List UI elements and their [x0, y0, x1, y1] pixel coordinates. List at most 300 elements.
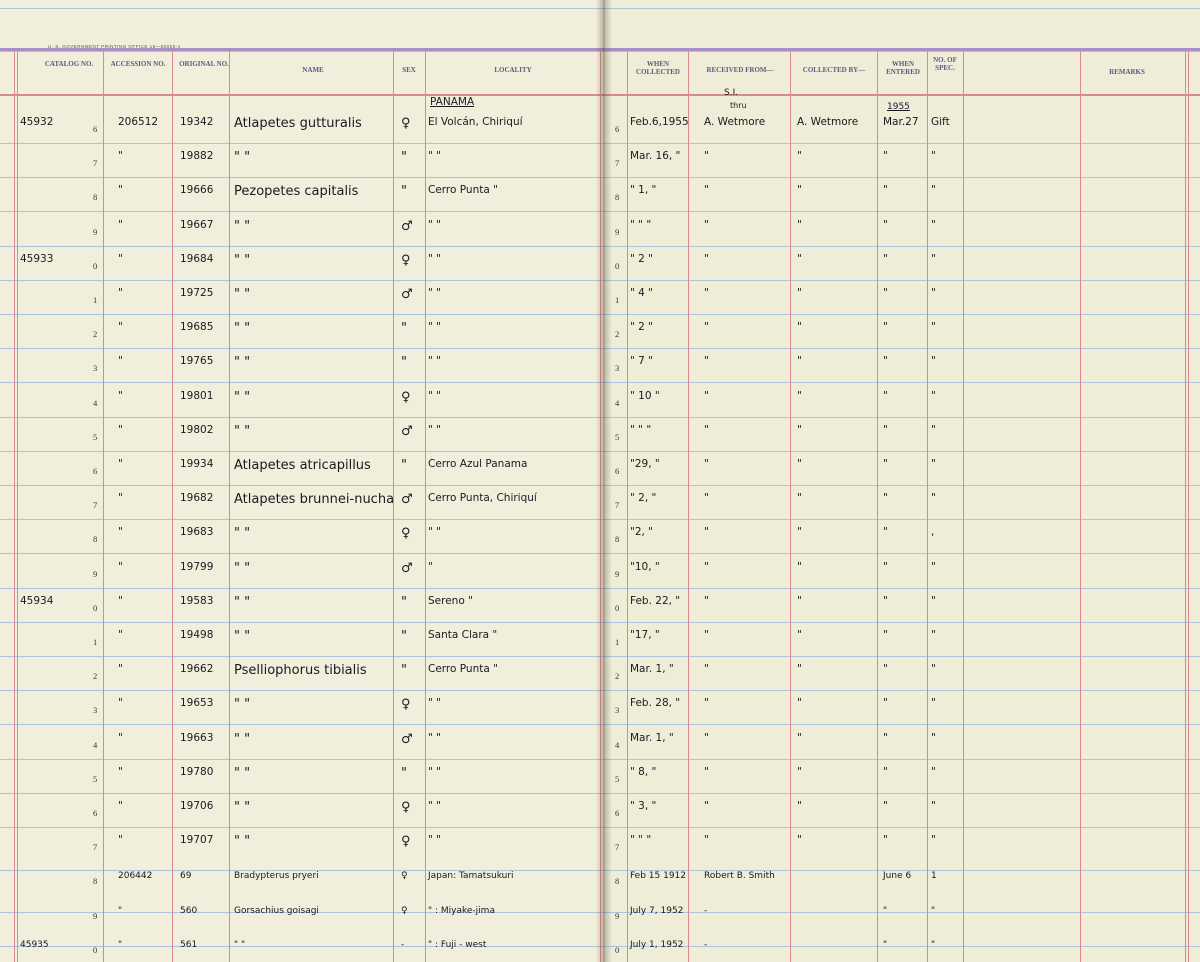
header-when-collected: WHEN COLLECTED [636, 60, 680, 76]
sex: - [401, 940, 405, 950]
accession-number: " [118, 355, 123, 367]
species-name: Pselliophorus tibialis [234, 663, 367, 678]
catalog-digit: 0 [93, 603, 98, 613]
locality: " " [428, 321, 441, 333]
catalog-digit-right: 7 [615, 158, 620, 168]
received-from: - [704, 940, 708, 950]
when-collected: Feb. 22, " [630, 595, 681, 607]
number-of-specimens: " [931, 766, 936, 778]
when-entered: " [883, 663, 888, 675]
column-rule [172, 50, 173, 962]
locality: " " [428, 766, 441, 778]
catalog-digit-right: 9 [615, 227, 620, 237]
accession-number: " [118, 424, 123, 436]
number-of-specimens: " [931, 697, 936, 709]
collected-by: " [797, 424, 802, 436]
catalog-digit-right: 1 [615, 295, 620, 305]
when-collected: " 4 " [630, 287, 654, 299]
original-number: 19799 [180, 561, 214, 573]
locality: " " [428, 834, 441, 846]
number-of-specimens: " [931, 390, 936, 402]
collected-by: " [797, 732, 802, 744]
locality: Cerro Punta " [428, 663, 498, 675]
species-name: Atlapetes gutturalis [234, 116, 362, 131]
original-number: 19801 [180, 390, 214, 402]
when-entered: " [883, 526, 888, 538]
catalog-digit-right: 9 [615, 911, 620, 921]
when-entered: " [883, 150, 888, 162]
when-collected: July 1, 1952 [630, 940, 684, 950]
received-from: " [704, 219, 709, 231]
catalog-digit-right: 9 [615, 569, 620, 579]
original-number: 561 [180, 940, 198, 950]
received-from: " [704, 766, 709, 778]
when-collected: " 7 " [630, 355, 654, 367]
locality: Sereno " [428, 595, 473, 607]
catalog-digit: 3 [93, 705, 98, 715]
catalog-number: 45933 [20, 253, 54, 265]
number-of-specimens: " [931, 732, 936, 744]
when-entered: " [883, 697, 888, 709]
when-entered: " [883, 219, 888, 231]
sex: ♀ [401, 834, 411, 849]
number-of-specimens: , [931, 526, 935, 538]
accession-number: " [118, 940, 123, 950]
when-collected: "29, " [630, 458, 660, 470]
when-entered: " [883, 595, 888, 607]
original-number: 19934 [180, 458, 214, 470]
column-rule [627, 50, 628, 962]
catalog-digit: 2 [93, 671, 98, 681]
accession-number: " [118, 458, 123, 470]
collected-by: " [797, 766, 802, 778]
when-collected: " 2, " [630, 492, 657, 504]
catalog-digit: 6 [93, 124, 98, 134]
species-name: " " [234, 390, 251, 405]
collected-by: " [797, 287, 802, 299]
when-entered: " [883, 906, 888, 916]
number-of-specimens: " [931, 561, 936, 573]
original-number: 19342 [180, 116, 214, 128]
received-from: " [704, 800, 709, 812]
sex: ♂ [401, 424, 413, 439]
received-from: A. Wetmore [704, 116, 766, 128]
original-number: 19583 [180, 595, 214, 607]
collected-by: " [797, 184, 802, 196]
catalog-digit-right: 2 [615, 329, 620, 339]
species-name: " " [234, 150, 251, 165]
header-collected-by: COLLECTED BY— [802, 66, 866, 74]
sex: " [401, 458, 407, 473]
locality: " : Fuji - west [428, 940, 487, 950]
sex: ♂ [401, 219, 413, 234]
species-name: " " [234, 834, 251, 849]
accession-number: " [118, 287, 123, 299]
catalog-number: 45935 [20, 940, 49, 950]
header-no-of-spec: NO. OF SPEC. [933, 56, 957, 72]
catalog-digit: 2 [93, 329, 98, 339]
catalog-digit: 5 [93, 432, 98, 442]
collected-by: " [797, 800, 802, 812]
catalog-digit: 9 [93, 227, 98, 237]
catalog-digit: 5 [93, 774, 98, 784]
species-name: " " [234, 424, 251, 439]
species-name: Atlapetes brunnei-nucha [234, 492, 395, 507]
accession-number: " [118, 253, 123, 265]
original-number: 19882 [180, 150, 214, 162]
when-entered: " [883, 766, 888, 778]
catalog-digit-right: 8 [615, 192, 620, 202]
species-name: Pezopetes capitalis [234, 184, 359, 199]
sex: " [401, 595, 407, 610]
ruled-line [0, 8, 1200, 9]
when-entered: " [883, 629, 888, 641]
locality: " " [428, 800, 441, 812]
species-name: Bradypterus pryeri [234, 871, 319, 881]
locality: " " [428, 287, 441, 299]
catalog-digit-right: 6 [615, 466, 620, 476]
catalog-digit-right: 1 [615, 637, 620, 647]
header-when-entered: WHEN ENTERED [886, 60, 920, 76]
catalog-digit: 3 [93, 363, 98, 373]
sex: " [401, 321, 407, 336]
sex: " [401, 663, 407, 678]
catalog-digit-right: 6 [615, 124, 620, 134]
catalog-digit: 8 [93, 192, 98, 202]
catalog-number: 45932 [20, 116, 54, 128]
received-from: " [704, 629, 709, 641]
accession-number: " [118, 219, 123, 231]
received-from: " [704, 355, 709, 367]
locality: Cerro Punta " [428, 184, 498, 196]
catalog-digit-right: 6 [615, 808, 620, 818]
catalog-digit-right: 7 [615, 500, 620, 510]
number-of-specimens: " [931, 184, 936, 196]
catalog-digit-right: 8 [615, 876, 620, 886]
accession-number: " [118, 390, 123, 402]
catalog-digit: 1 [93, 637, 98, 647]
original-number: 19802 [180, 424, 214, 436]
catalog-digit-right: 5 [615, 774, 620, 784]
number-of-specimens: " [931, 595, 936, 607]
received-from: " [704, 424, 709, 436]
sex: ♀ [401, 526, 411, 541]
collected-by: " [797, 526, 802, 538]
when-entered: " [883, 355, 888, 367]
original-number: 19653 [180, 697, 214, 709]
received-from: " [704, 663, 709, 675]
when-entered: " [883, 424, 888, 436]
header-accession: ACCESSION NO. [110, 60, 166, 68]
catalog-digit: 8 [93, 534, 98, 544]
number-of-specimens: " [931, 800, 936, 812]
original-number: 560 [180, 906, 198, 916]
original-number: 19725 [180, 287, 214, 299]
number-of-specimens: " [931, 492, 936, 504]
when-collected: " " " [630, 424, 652, 436]
when-entered: " [883, 561, 888, 573]
species-name: " " [234, 355, 251, 370]
collected-by: " [797, 150, 802, 162]
catalog-digit: 0 [93, 945, 98, 955]
species-name: " " [234, 526, 251, 541]
sex: ♀ [401, 800, 411, 815]
when-entered: " [883, 321, 888, 333]
when-collected: July 7, 1952 [630, 906, 684, 916]
header-name: NAME [302, 66, 324, 74]
accession-number: " [118, 800, 123, 812]
locality: " [428, 561, 433, 573]
number-of-specimens: " [931, 253, 936, 265]
accession-number: " [118, 321, 123, 333]
catalog-digit: 4 [93, 740, 98, 750]
accession-number: " [118, 526, 123, 538]
when-collected: Mar. 1, " [630, 732, 674, 744]
entered-year-note: 1955 [887, 102, 910, 112]
sex: ♀ [401, 697, 411, 712]
sex: ♀ [401, 253, 411, 268]
accession-number: " [118, 766, 123, 778]
when-collected: Feb.6,1955 [630, 116, 689, 128]
sex: " [401, 766, 407, 781]
accession-number: " [118, 184, 123, 196]
locality: " " [428, 355, 441, 367]
catalog-digit-right: 4 [615, 398, 620, 408]
header-bottom-rule [0, 94, 1200, 96]
received-from: " [704, 526, 709, 538]
locality: " " [428, 219, 441, 231]
species-name: " " [234, 253, 251, 268]
species-name: " " [234, 697, 251, 712]
sex: " [401, 355, 407, 370]
right-page [604, 0, 1200, 962]
catalog-digit: 1 [93, 295, 98, 305]
number-of-specimens: " [931, 940, 936, 950]
when-entered: " [883, 458, 888, 470]
locality-country-note: PANAMA [430, 96, 475, 108]
received-from: " [704, 184, 709, 196]
catalog-digit-right: 3 [615, 705, 620, 715]
original-number: 19682 [180, 492, 214, 504]
sex: ♀ [401, 390, 411, 405]
received-from: " [704, 834, 709, 846]
received-from: " [704, 253, 709, 265]
when-collected: " 2 " [630, 253, 654, 265]
species-name: " " [234, 561, 251, 576]
number-of-specimens: 1 [931, 871, 937, 881]
received-from: " [704, 287, 709, 299]
sex: ♀ [401, 116, 411, 131]
catalog-digit-right: 0 [615, 603, 620, 613]
accession-number: " [118, 663, 123, 675]
column-rule [600, 50, 601, 962]
locality: Santa Clara " [428, 629, 498, 641]
species-name: Atlapetes atricapillus [234, 458, 371, 473]
received-from: Robert B. Smith [704, 871, 775, 881]
species-name: " " [234, 321, 251, 336]
catalog-digit-right: 2 [615, 671, 620, 681]
species-name: " " [234, 732, 251, 747]
received-from: " [704, 492, 709, 504]
species-name: " " [234, 219, 251, 234]
accession-number: " [118, 906, 123, 916]
received-from: - [704, 906, 708, 916]
catalog-digit-right: 7 [615, 842, 620, 852]
species-name: " " [234, 766, 251, 781]
collected-by: " [797, 355, 802, 367]
catalog-digit: 6 [93, 808, 98, 818]
column-rule [927, 50, 928, 962]
number-of-specimens: " [931, 663, 936, 675]
sex: " [401, 184, 407, 199]
original-number: 19666 [180, 184, 214, 196]
locality: " " [428, 390, 441, 402]
when-entered: " [883, 800, 888, 812]
number-of-specimens: " [931, 287, 936, 299]
locality: Cerro Punta, Chiriquí [428, 492, 537, 504]
original-number: 19780 [180, 766, 214, 778]
header-received-from: RECEIVED FROM— [706, 66, 774, 74]
catalog-digit-right: 3 [615, 363, 620, 373]
column-rule [963, 50, 964, 962]
received-from: " [704, 390, 709, 402]
catalog-digit-right: 0 [615, 945, 620, 955]
collected-by: " [797, 629, 802, 641]
when-entered: Mar.27 [883, 116, 919, 128]
sex: " [401, 150, 407, 165]
header-original: ORIGINAL NO. [179, 60, 229, 68]
catalog-digit: 7 [93, 500, 98, 510]
received-from: " [704, 150, 709, 162]
accession-number: " [118, 595, 123, 607]
when-entered: June 6 [883, 871, 912, 881]
collected-by: " [797, 834, 802, 846]
species-name: " " [234, 940, 246, 950]
accession-number: " [118, 697, 123, 709]
catalog-digit: 6 [93, 466, 98, 476]
number-of-specimens: " [931, 219, 936, 231]
accession-number: 206442 [118, 871, 153, 881]
catalog-digit: 7 [93, 158, 98, 168]
accession-number: " [118, 561, 123, 573]
accession-number: " [118, 150, 123, 162]
header-locality: LOCALITY [494, 66, 532, 74]
collected-by: " [797, 253, 802, 265]
locality: El Volcán, Chiriquí [428, 116, 523, 128]
when-collected: Feb 15 1912 [630, 871, 687, 881]
species-name: " " [234, 287, 251, 302]
original-number: 19663 [180, 732, 214, 744]
original-number: 19707 [180, 834, 214, 846]
column-rule [103, 50, 104, 962]
species-name: Gorsachius goisagi [234, 906, 319, 916]
column-rule [425, 50, 426, 962]
locality: " " [428, 526, 441, 538]
original-number: 19662 [180, 663, 214, 675]
catalog-digit: 4 [93, 398, 98, 408]
sex: ♂ [401, 732, 413, 747]
received-from: " [704, 732, 709, 744]
printer-imprint: U. S. GOVERNMENT PRINTING OFFICE 16—60055-1 [48, 44, 181, 49]
received-si-note: S.I. [724, 88, 739, 98]
original-number: 19667 [180, 219, 214, 231]
catalog-digit-right: 0 [615, 261, 620, 271]
column-rule [229, 50, 230, 962]
accession-number: " [118, 834, 123, 846]
header-remarks: REMARKS [1109, 68, 1145, 76]
original-number: 19685 [180, 321, 214, 333]
collected-by: " [797, 595, 802, 607]
catalog-digit: 7 [93, 842, 98, 852]
when-entered: " [883, 492, 888, 504]
received-from: " [704, 595, 709, 607]
when-collected: Mar. 1, " [630, 663, 674, 675]
collected-by: " [797, 321, 802, 333]
received-from: " [704, 458, 709, 470]
collected-by: " [797, 663, 802, 675]
column-rule [877, 50, 878, 962]
locality: " " [428, 150, 441, 162]
when-entered: " [883, 253, 888, 265]
locality: Cerro Azul Panama [428, 458, 528, 470]
collected-by: A. Wetmore [797, 116, 859, 128]
accession-number: " [118, 492, 123, 504]
when-collected: " 10 " [630, 390, 660, 402]
number-of-specimens: " [931, 834, 936, 846]
original-number: 19683 [180, 526, 214, 538]
collected-by: " [797, 219, 802, 231]
column-rule [688, 50, 689, 962]
when-collected: " 2 " [630, 321, 654, 333]
species-name: " " [234, 629, 251, 644]
when-collected: "10, " [630, 561, 660, 573]
original-number: 19684 [180, 253, 214, 265]
collected-by: " [797, 561, 802, 573]
number-of-specimens: " [931, 321, 936, 333]
column-rule [1185, 50, 1186, 962]
locality: " " [428, 697, 441, 709]
received-from: " [704, 321, 709, 333]
when-collected: " 3, " [630, 800, 657, 812]
catalog-digit-right: 5 [615, 432, 620, 442]
when-collected: "2, " [630, 526, 654, 538]
number-of-specimens: " [931, 906, 936, 916]
catalog-digit-right: 4 [615, 740, 620, 750]
sex: ♀ [401, 906, 408, 916]
when-collected: Feb. 28, " [630, 697, 681, 709]
catalog-digit: 9 [93, 911, 98, 921]
when-collected: Mar. 16, " [630, 150, 681, 162]
column-rule [790, 50, 791, 962]
sex: ♂ [401, 561, 413, 576]
sex: ♂ [401, 492, 413, 507]
number-of-specimens: Gift [931, 116, 950, 128]
species-name: " " [234, 595, 251, 610]
catalog-digit-right: 8 [615, 534, 620, 544]
locality: " " [428, 253, 441, 265]
number-of-specimens: " [931, 424, 936, 436]
received-from: " [704, 561, 709, 573]
when-entered: " [883, 940, 888, 950]
collected-by: " [797, 697, 802, 709]
when-entered: " [883, 732, 888, 744]
collected-by: " [797, 390, 802, 402]
when-collected: " " " [630, 219, 652, 231]
accession-number: " [118, 732, 123, 744]
sex: " [401, 629, 407, 644]
when-collected: " 8, " [630, 766, 657, 778]
column-rule [1080, 50, 1081, 962]
